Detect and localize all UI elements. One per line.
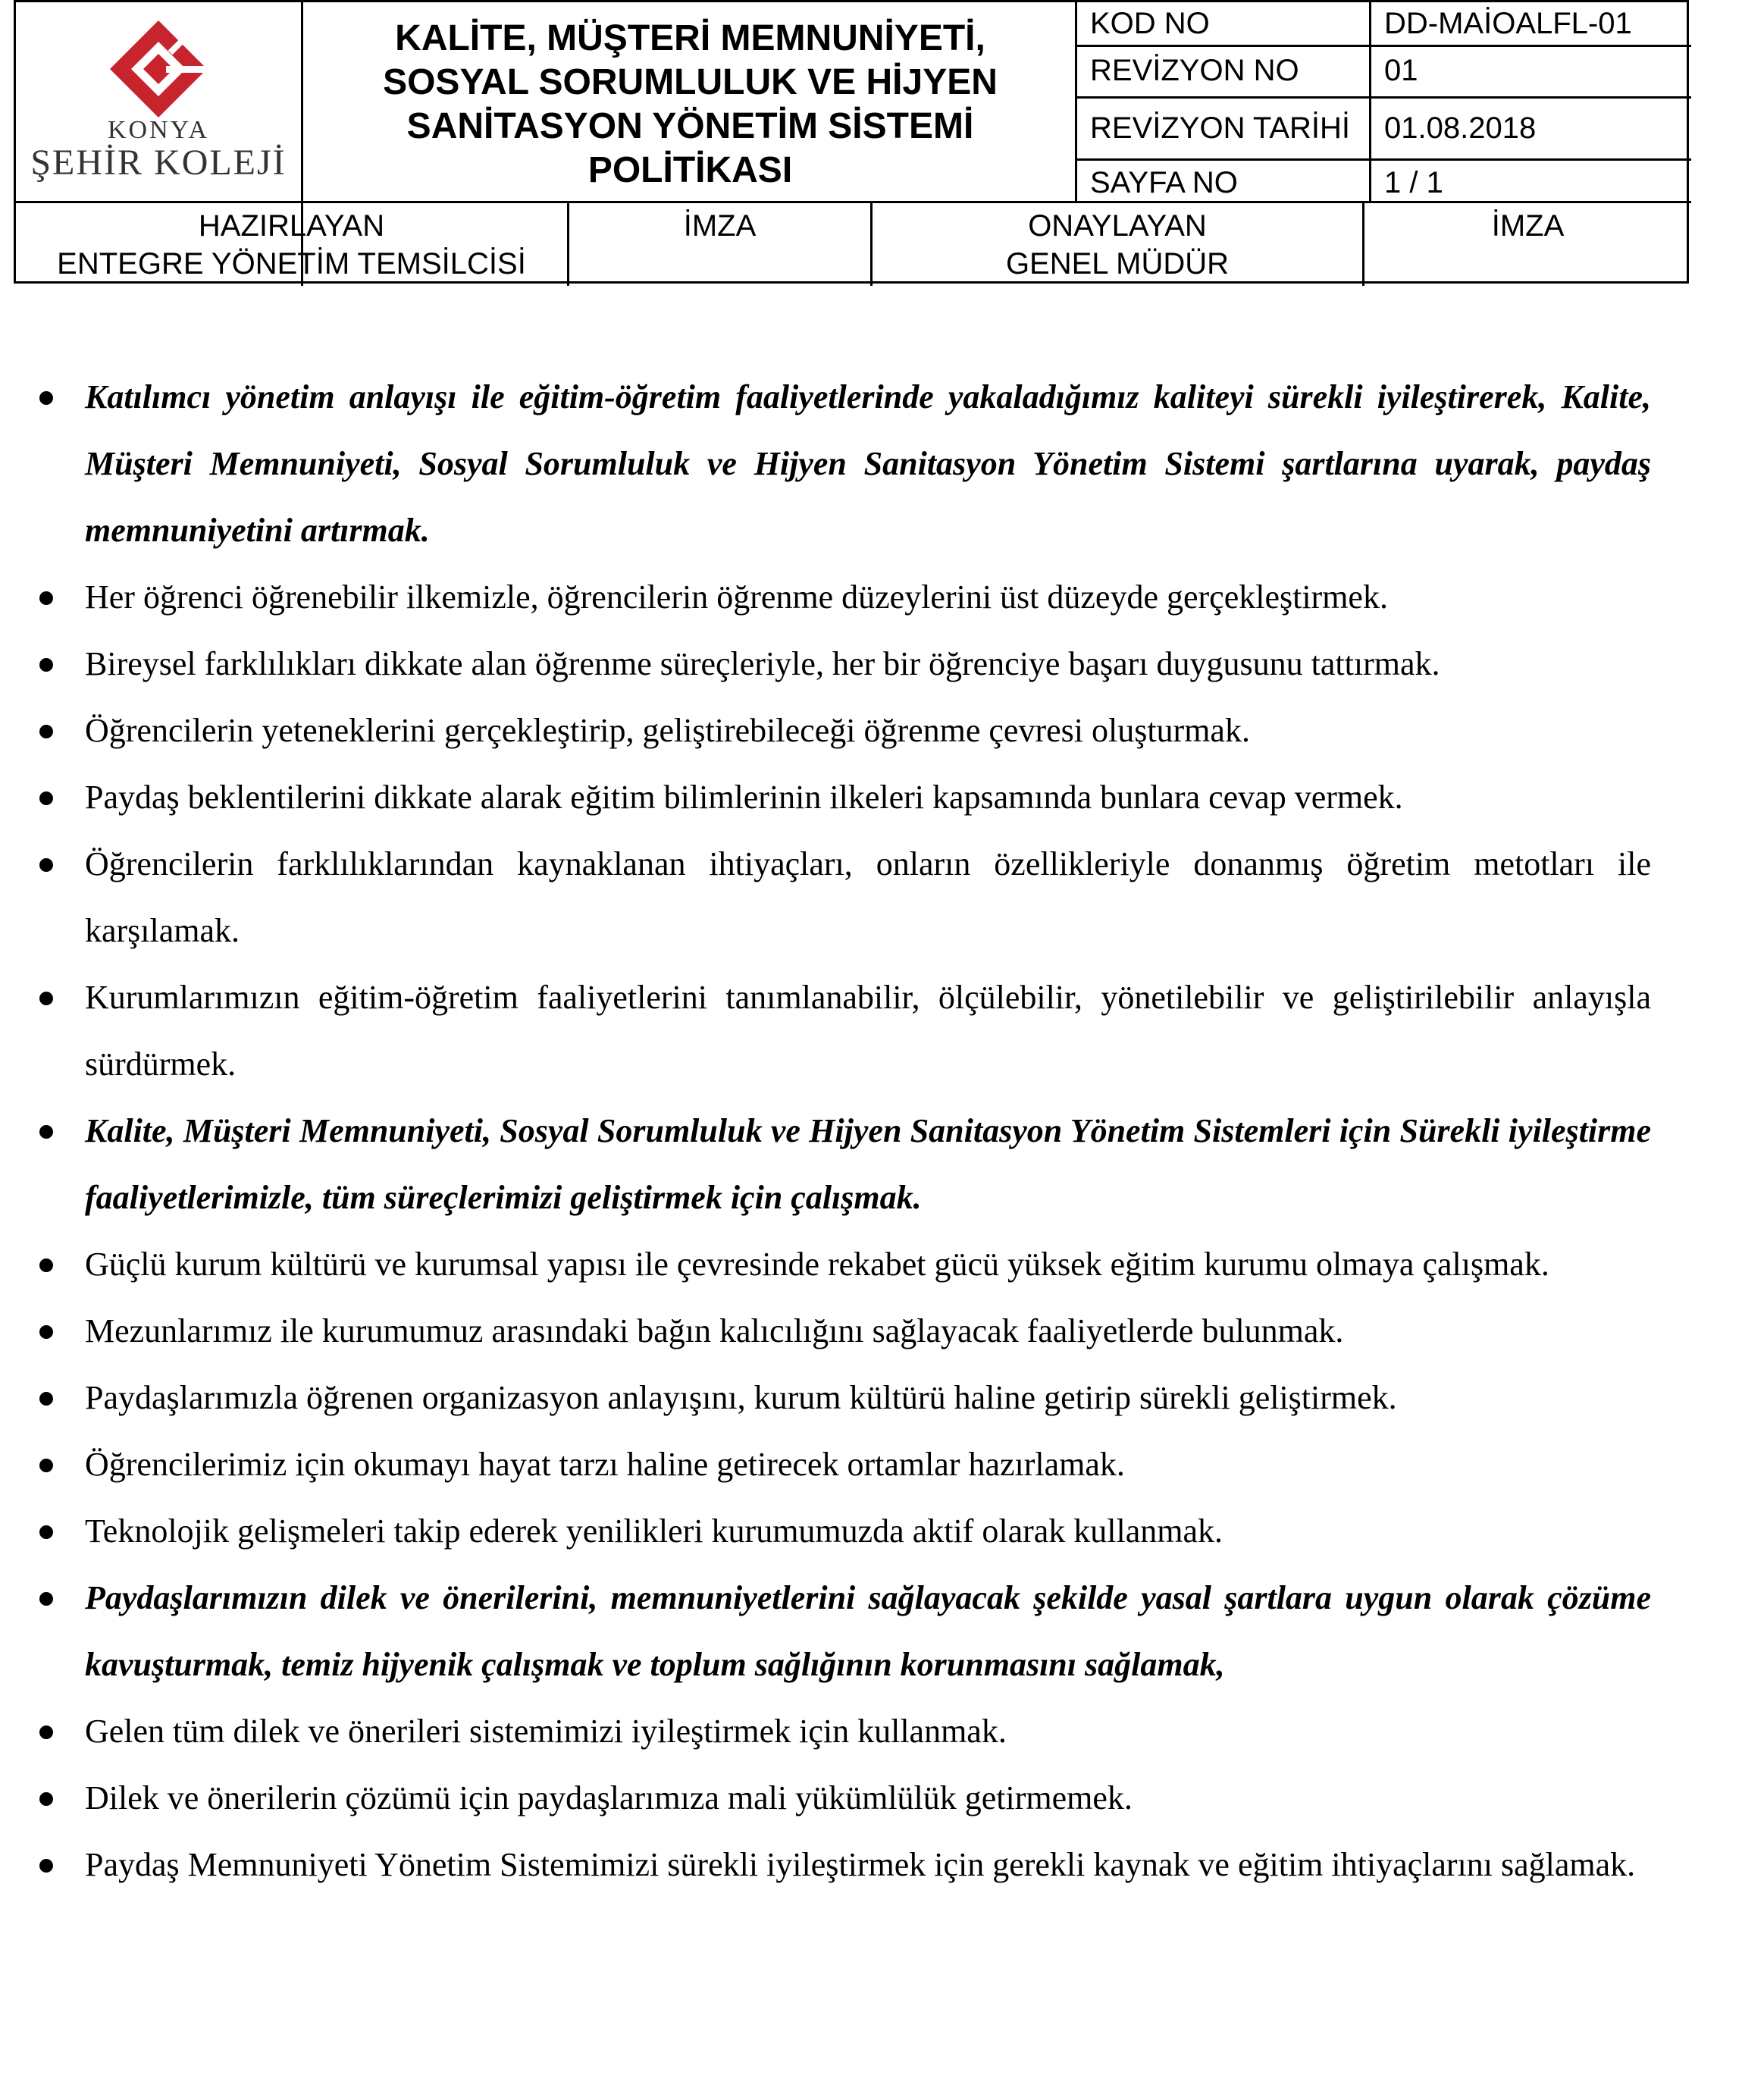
code-no-label: KOD NO — [1090, 7, 1210, 40]
bullet-icon — [39, 1859, 53, 1873]
prepared-by-label: HAZIRLAYAN — [198, 209, 385, 243]
policy-item-text: Paydaşlarımızla öğrenen organizasyon anlayışını, kurum kültürü haline getirip sürekli geliştirmek. — [85, 1379, 1397, 1416]
revision-date-label: REVİZYON TARİHİ — [1090, 111, 1351, 145]
bullet-icon — [39, 1125, 53, 1139]
policy-item — [0, 1231, 1742, 1298]
policy-item — [0, 697, 1742, 764]
signature-label: İMZA — [1491, 209, 1565, 243]
document-title — [303, 2, 1077, 202]
bullet-icon — [39, 858, 53, 872]
policy-item-text: Paydaş beklentilerini dikkate alarak eğitim bilimlerinin ilkeleri kapsamında bunlara cevap vermek. — [85, 779, 1403, 816]
policy-item-text: Kalite, Müşteri Memnuniyeti, Sosyal Sorumluluk ve Hijyen Sanitasyon Yönetim Sistemleri için Sürekli iyileştirme faaliyetlerimizle, tüm süreçlerimizi geliştirmek için çalışmak. — [85, 1112, 1651, 1216]
bullet-icon — [39, 1459, 53, 1472]
divider — [1369, 2, 1371, 202]
signature-label: İMZA — [683, 209, 757, 243]
title-line: SOSYAL SORUMLULUK VE HİJYEN — [383, 62, 998, 102]
policy-item-text: Öğrencilerin farklılıklarından kaynaklanan ihtiyaçları, onların özellikleriyle donanmış öğretim metotları ile karşılamak. — [85, 845, 1651, 949]
bullet-icon — [39, 1725, 53, 1739]
revision-date-value: 01.08.2018 — [1384, 111, 1537, 145]
policy-item — [0, 1498, 1742, 1565]
page-no-label: SAYFA NO — [1090, 166, 1238, 199]
approved-by-role: GENEL MÜDÜR — [1005, 247, 1230, 281]
divider — [1075, 96, 1691, 99]
bullet-icon — [39, 1258, 53, 1272]
policy-item-text: Her öğrenci öğrenebilir ilkemizle, öğrencilerin öğrenme düzeylerini üst düzeyde gerçekleştirmek. — [85, 578, 1388, 616]
title-line: SANİTASYON YÖNETİM SİSTEMİ — [406, 106, 974, 146]
prepared-by-role: ENTEGRE YÖNETİM TEMSİLCİSİ — [57, 247, 526, 281]
policy-item — [0, 1431, 1742, 1498]
policy-item — [0, 564, 1742, 631]
bullet-icon — [39, 658, 53, 672]
bullet-icon — [39, 1792, 53, 1806]
policy-item — [0, 1565, 1742, 1698]
bullet-icon — [39, 1392, 53, 1406]
policy-item-text: Teknolojik gelişmeleri takip ederek yenilikleri kurumumuzda aktif olarak kullanmak. — [85, 1512, 1223, 1550]
document-header-table — [14, 0, 1689, 284]
bullet-icon — [39, 992, 53, 1005]
code-no-value: DD-MAİOALFL-01 — [1384, 7, 1632, 40]
policy-item — [0, 1298, 1742, 1365]
school-logo — [16, 2, 303, 202]
bullet-icon — [39, 725, 53, 738]
policy-item — [0, 1098, 1742, 1231]
policy-item — [0, 1365, 1742, 1431]
revision-no-label: REVİZYON NO — [1090, 54, 1299, 87]
policy-item-text: Mezunlarımız ile kurumumuz arasındaki bağın kalıcılığını sağlayacak faaliyetlerde bulunmak. — [85, 1312, 1344, 1349]
title-line: KALİTE, MÜŞTERİ MEMNUNİYETİ, — [395, 18, 985, 58]
policy-item-text: Öğrencilerimiz için okumayı hayat tarzı haline getirecek ortamlar hazırlamak. — [85, 1446, 1125, 1483]
policy-item-text: Bireysel farklılıkları dikkate alan öğrenme süreçleriyle, her bir öğrenciye başarı duygusunu tattırmak. — [85, 645, 1440, 682]
prepared-by-cell — [16, 207, 567, 283]
policy-item — [0, 964, 1742, 1098]
page-no-value: 1 / 1 — [1384, 166, 1443, 199]
policy-item-text: Katılımcı yönetim anlayışı ile eğitim-öğretim faaliyetlerinde yakaladığımız kaliteyi sürekli iyileştirerek, Kalite, Müşteri Memnuniyeti, Sosyal Sorumluluk ve Hijyen Sanitasyon Yönetim Sistemi şartlarına uyarak, paydaş memnuniyetini artırmak. — [85, 378, 1651, 549]
approved-by-cell — [873, 207, 1362, 283]
bullet-icon — [39, 391, 53, 405]
logo-text-line1: KONYA — [108, 116, 209, 144]
bullet-icon — [39, 1592, 53, 1606]
signature-cell — [569, 207, 870, 245]
policy-item-text: Kurumlarımızın eğitim-öğretim faaliyetlerini tanımlanabilir, ölçülebilir, yönetilebilir ve geliştirilebilir anlayışla sürdürmek. — [85, 979, 1651, 1083]
policy-list — [0, 364, 1742, 1898]
policy-item — [0, 1698, 1742, 1765]
policy-item-text: Paydaşlarımızın dilek ve önerilerini, memnuniyetlerini sağlayacak şekilde yasal şartlara uygun olarak çözüme kavuşturmak, temiz hijyenik çalışmak ve toplum sağlığının korunmasını sağlamak, — [85, 1579, 1651, 1683]
bullet-icon — [39, 591, 53, 605]
revision-no-value: 01 — [1384, 54, 1418, 87]
title-line: POLİTİKASI — [587, 150, 793, 190]
policy-item — [0, 631, 1742, 697]
policy-item-text: Güçlü kurum kültürü ve kurumsal yapısı ile çevresinde rekabet gücü yüksek eğitim kurumu olmaya çalışmak. — [85, 1246, 1549, 1283]
policy-item-text: Paydaş Memnuniyeti Yönetim Sistemimizi sürekli iyileştirmek için gerekli kaynak ve eğitim ihtiyaçlarını sağlamak. — [85, 1846, 1636, 1883]
policy-item — [0, 364, 1742, 564]
divider — [1075, 45, 1691, 47]
policy-item — [0, 1765, 1742, 1832]
signature-cell — [1364, 207, 1691, 245]
bullet-icon — [39, 1525, 53, 1539]
logo-text-line2: ŞEHİR KOLEJİ — [30, 143, 287, 183]
divider — [1075, 158, 1691, 161]
policy-item — [0, 764, 1742, 831]
policy-item-text: Dilek ve önerilerin çözümü için paydaşlarımıza mali yükümlülük getirmemek. — [85, 1779, 1133, 1816]
policy-item-text: Öğrencilerin yeteneklerini gerçekleştirip, geliştirebileceği öğrenme çevresi oluşturmak. — [85, 712, 1250, 749]
bullet-icon — [39, 791, 53, 805]
policy-item — [0, 1832, 1742, 1898]
policy-item-text: Gelen tüm dilek ve önerileri sistemimizi iyileştirmek için kullanmak. — [85, 1713, 1007, 1750]
approved-by-label: ONAYLAYAN — [1028, 209, 1207, 243]
policy-item — [0, 831, 1742, 964]
bullet-icon — [39, 1325, 53, 1339]
